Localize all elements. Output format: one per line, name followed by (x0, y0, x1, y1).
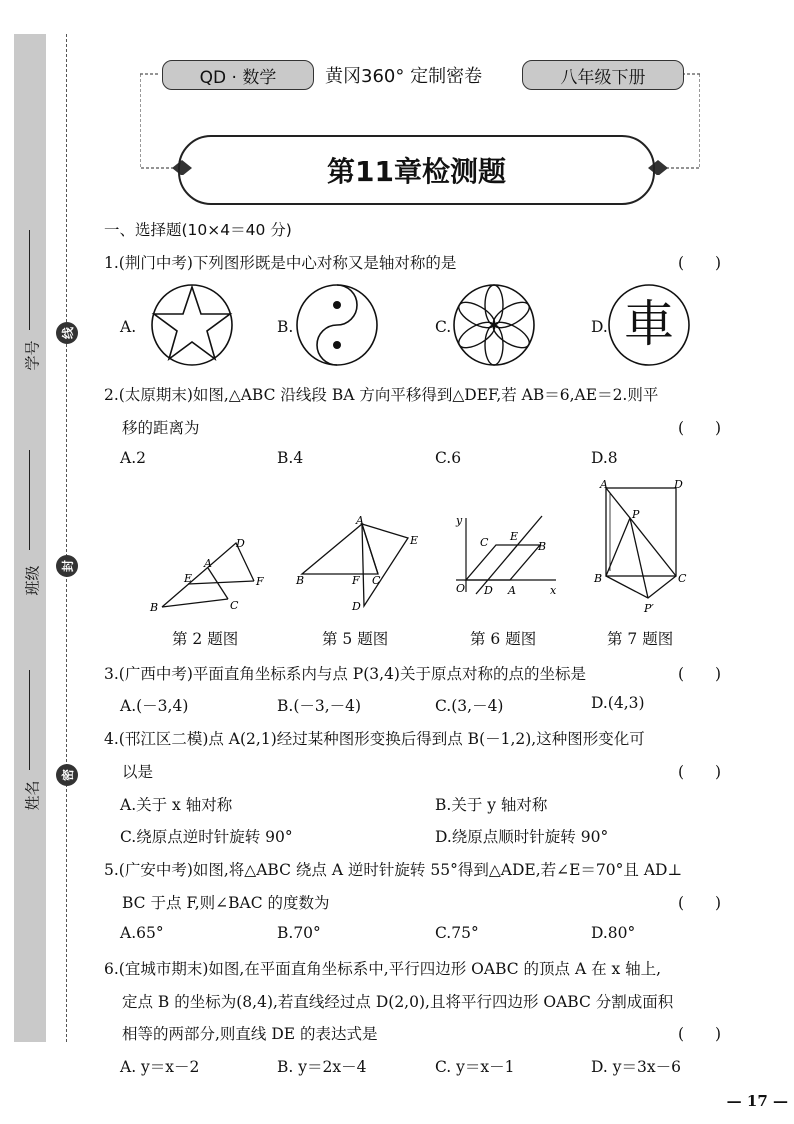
xingming-line (29, 670, 30, 770)
q1-option-a: A. (120, 318, 137, 336)
q4-line2: 以是 (122, 763, 154, 781)
star-circle-figure (142, 283, 242, 367)
f5-label-e: E (410, 534, 419, 547)
seal-mi: 密 (56, 764, 78, 786)
f6-label-a: A (508, 584, 516, 597)
f6-label-e: E (510, 530, 519, 543)
f2-label-c: C (230, 599, 239, 612)
grade-pill: 八年级下册 (522, 60, 684, 90)
f7-label-a: A (600, 478, 608, 491)
f6-label-o: O (456, 582, 466, 595)
q5-answer-paren: ( ) (678, 894, 722, 912)
che-character: 車 (624, 295, 674, 353)
page-number: — 17 — (726, 1092, 788, 1110)
q5-option-b: B.70° (277, 924, 321, 942)
q4-answer-paren: ( ) (678, 763, 722, 781)
q4-option-d: D.绕原点顺时针旋转 90° (435, 828, 609, 846)
q6-line2: 定点 B 的坐标为(8,4),若直线经过点 D(2,0),且将平行四边形 OABC 分割成面积 (122, 993, 674, 1011)
f5-label-f: F (352, 574, 360, 587)
q6-answer-paren: ( ) (678, 1025, 722, 1043)
xuehao-label: 学号 (23, 340, 42, 371)
f7-label-c: C (678, 572, 687, 585)
q6-line3: 相等的两部分,则直线 DE 的表达式是 (122, 1025, 378, 1043)
xingming-label: 姓名 (23, 780, 42, 811)
f6-label-b: B (538, 540, 547, 553)
q5-line2: BC 于点 F,则∠BAC 的度数为 (122, 894, 330, 912)
q6-option-a: A. y＝x－2 (120, 1058, 200, 1076)
f2-label-b: B (150, 601, 159, 614)
q4-option-b: B.关于 y 轴对称 (435, 796, 548, 814)
q6-option-b: B. y＝2x－4 (277, 1058, 367, 1076)
caption-fig5: 第 5 题图 (322, 630, 389, 648)
f2-label-a: A (204, 557, 212, 570)
q1-option-d: D. (591, 318, 608, 336)
flower-circle-figure (452, 283, 536, 367)
q3-stem: 3.(广西中考)平面直角坐标系内与点 P(3,4)关于原点对称的点的坐标是 (104, 665, 586, 683)
q5-option-d: D.80° (591, 924, 636, 942)
taiji-figure (295, 283, 379, 367)
f6-label-c: C (480, 536, 489, 549)
f7-label-p-prime: P′ (644, 602, 654, 615)
q5-line1: 5.(广安中考)如图,将△ABC 绕点 A 逆时针旋转 55°得到△ADE,若∠E＝70°且 AD⊥ (104, 861, 683, 879)
q2-answer-paren: ( ) (678, 419, 722, 437)
q6-option-d: D. y＝3x－6 (591, 1058, 681, 1076)
q4-line1: 4.(邗江区二模)点 A(2,1)经过某种图形变换后得到点 B(－1,2),这种图形变化可 (104, 730, 645, 748)
caption-fig7: 第 7 题图 (607, 630, 674, 648)
seal-feng: 封 (56, 555, 78, 577)
q3-option-c: C.(3,－4) (435, 697, 504, 715)
figure-q6 (452, 512, 564, 602)
q2-option-b: B.4 (277, 449, 304, 467)
seal-xian: 线 (56, 322, 78, 344)
f6-label-d: D (484, 584, 493, 597)
f5-label-b: B (296, 574, 305, 587)
xuehao-line (29, 230, 30, 330)
binding-strip (14, 34, 46, 1042)
page-title: 第11章检测题 (178, 135, 655, 205)
q3-option-b: B.(－3,－4) (277, 697, 362, 715)
f5-label-c: C (372, 574, 381, 587)
f6-label-y: y (456, 514, 463, 527)
brand-text: 黄冈360° 定制密卷 (325, 66, 483, 87)
q5-option-c: C.75° (435, 924, 479, 942)
figure-q7 (592, 478, 692, 616)
q2-option-c: C.6 (435, 449, 462, 467)
f2-label-d: D (236, 537, 245, 550)
q1-answer-paren: ( ) (678, 254, 722, 272)
f5-label-a: A (356, 514, 364, 527)
q1-option-c: C. (435, 318, 452, 336)
q3-answer-paren: ( ) (678, 665, 722, 683)
q2-option-d: D.8 (591, 449, 618, 467)
cut-line (66, 34, 67, 1042)
caption-fig2: 第 2 题图 (172, 630, 239, 648)
f7-label-b: B (594, 572, 603, 585)
f7-label-p: P (632, 508, 640, 521)
f5-label-d: D (352, 600, 361, 613)
banji-label: 班级 (23, 565, 42, 596)
q2-option-a: A.2 (120, 449, 146, 467)
subject-pill: QD · 数学 (162, 60, 314, 90)
q6-option-c: C. y＝x－1 (435, 1058, 515, 1076)
banji-line (29, 450, 30, 550)
q2-line2: 移的距离为 (122, 419, 200, 437)
q5-option-a: A.65° (120, 924, 164, 942)
q1-option-b: B. (277, 318, 294, 336)
f2-label-f: F (256, 575, 264, 588)
f2-label-e: E (184, 572, 193, 585)
q6-line1: 6.(宜城市期末)如图,在平面直角坐标系中,平行四边形 OABC 的顶点 A 在 x 轴上, (104, 960, 662, 978)
f6-label-x: x (550, 584, 557, 597)
q3-option-a: A.(－3,4) (120, 697, 189, 715)
figure-q2 (144, 533, 269, 618)
f7-label-d: D (674, 478, 683, 491)
figure-q5 (292, 512, 422, 614)
q3-option-d: D.(4,3) (591, 694, 645, 712)
section-heading: 一、选择题(10×4＝40 分) (104, 221, 292, 239)
q4-option-a: A.关于 x 轴对称 (120, 796, 233, 814)
q1-stem: 1.(荆门中考)下列图形既是中心对称又是轴对称的是 (104, 254, 457, 272)
caption-fig6: 第 6 题图 (470, 630, 537, 648)
q2-line1: 2.(太原期末)如图,△ABC 沿线段 BA 方向平移得到△DEF,若 AB＝6,AE＝2.则平 (104, 386, 659, 404)
q4-option-c: C.绕原点逆时针旋转 90° (120, 828, 293, 846)
